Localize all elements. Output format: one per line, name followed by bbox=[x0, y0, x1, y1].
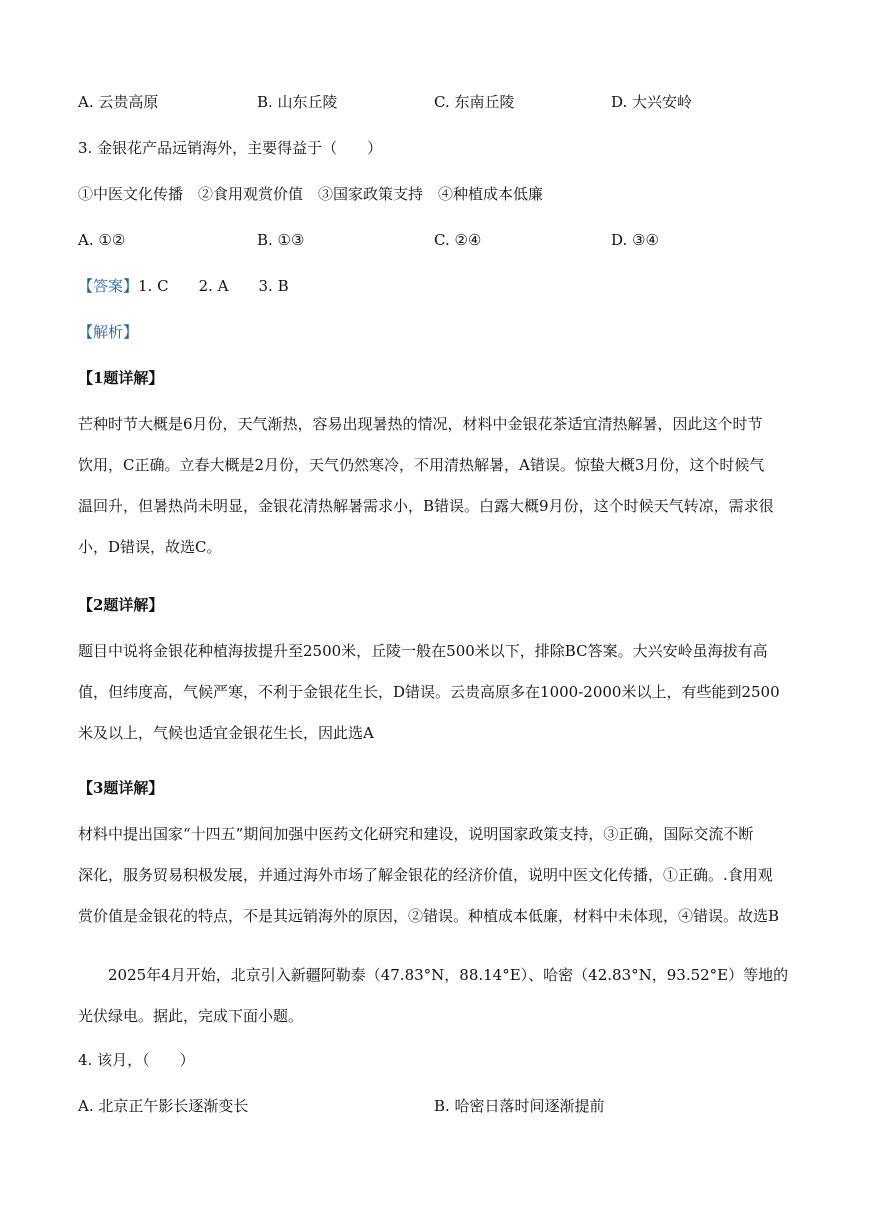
material-line: 光伏绿电。据此，完成下面小题。 bbox=[78, 1007, 304, 1025]
answer-line bbox=[78, 276, 289, 296]
detail3-line: 深化，服务贸易积极发展，并通过海外市场了解金银花的经济价值，说明中医文化传播，①正确。.食用观 bbox=[78, 866, 773, 884]
detail3-line: 赏价值是金银花的特点，不是其远销海外的原因，②错误。种植成本低廉，材料中未体现，④错误。故选B bbox=[78, 907, 780, 925]
detail2-line: 题目中说将金银花种植海拔提升至2500米，丘陵一般在500米以下，排除BC答案。大兴安岭虽海拔有高 bbox=[78, 642, 768, 660]
material-line: 2025年4月开始，北京引入新疆阿勒泰（47.83°N，88.14°E）、哈密（42.83°N，93.52°E）等地的 bbox=[78, 966, 789, 984]
q4-option-a: A. 北京正午影长逐渐变长 bbox=[78, 1097, 249, 1115]
answer-label: 【答案】 bbox=[78, 277, 139, 295]
q4-option-b: B. 哈密日落时间逐渐提前 bbox=[434, 1097, 605, 1115]
q2-option-c: C. 东南丘陵 bbox=[434, 93, 515, 111]
detail3-heading: 【3题详解】 bbox=[78, 779, 164, 797]
q4-stem: 4. 该月，（ ） bbox=[78, 1051, 195, 1069]
q3-stem: 3. 金银花产品远销海外，主要得益于（ ） bbox=[78, 139, 383, 157]
q3-items: ①中医文化传播 ②食用观赏价值 ③国家政策支持 ④种植成本低廉 bbox=[78, 185, 544, 203]
analysis-label: 【解析】 bbox=[78, 323, 139, 341]
q3-option-c: C. ②④ bbox=[434, 231, 482, 249]
q2-option-d: D. 大兴安岭 bbox=[611, 93, 693, 111]
detail1-heading: 【1题详解】 bbox=[78, 369, 164, 387]
material-body bbox=[78, 955, 794, 1037]
answer-text: 1. C 2. A 3. B bbox=[138, 277, 289, 295]
detail2-line: 值，但纬度高，气候严寒，不利于金银花生长，D错误。云贵高原多在1000-2000米以上，有些能到2500 bbox=[78, 683, 780, 701]
detail2-heading: 【2题详解】 bbox=[78, 596, 164, 614]
detail1-line: 温回升，但暑热尚未明显，金银花清热解暑需求小，B错误。白露大概9月份，这个时候天气转凉，需求很 bbox=[78, 497, 774, 515]
detail1-line: 芒种时节大概是6月份，天气渐热，容易出现暑热的情况，材料中金银花茶适宜清热解暑，因此这个时节 bbox=[78, 415, 763, 433]
detail3-body bbox=[78, 814, 794, 937]
q3-option-b: B. ①③ bbox=[257, 231, 305, 249]
detail3-line: 材料中提出国家“十四五”期间加强中医药文化研究和建设，说明国家政策支持，③正确，国际交流不断 bbox=[78, 825, 754, 843]
detail1-line: 小，D错误，故选C。 bbox=[78, 538, 222, 556]
q3-option-d: D. ③④ bbox=[611, 231, 659, 249]
q2-option-a: A. 云贵高原 bbox=[78, 93, 159, 111]
q3-option-a: A. ①② bbox=[78, 231, 126, 249]
detail1-line: 饮用，C正确。立春大概是2月份，天气仍然寒冷，不用清热解暑，A错误。惊蛰大概3月份，这个时候气 bbox=[78, 456, 765, 474]
q2-option-b: B. 山东丘陵 bbox=[257, 93, 338, 111]
detail2-line: 米及以上，气候也适宜金银花生长，因此选A bbox=[78, 724, 374, 742]
detail1-body bbox=[78, 404, 794, 568]
detail2-body bbox=[78, 631, 794, 754]
